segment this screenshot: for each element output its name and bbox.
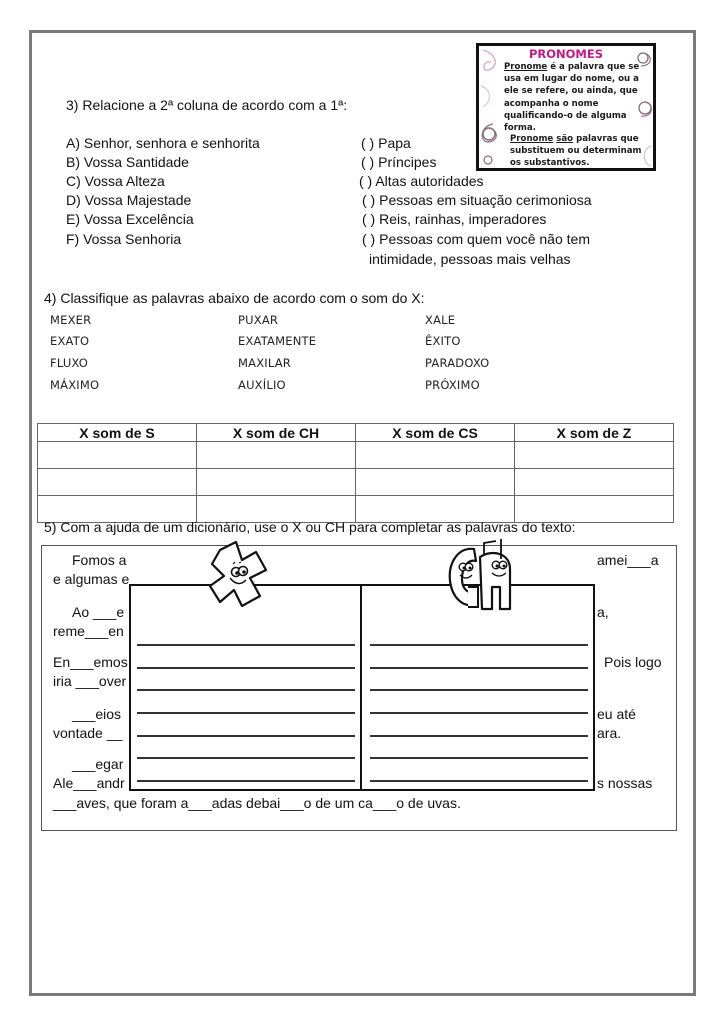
q5-text-fragment: eu até xyxy=(597,706,636,722)
header-x-som-de-cs: X som de CS xyxy=(356,424,515,442)
q5-text-fragment: e algumas e xyxy=(53,571,130,587)
q5-text-fragment: iria ___over xyxy=(53,673,127,689)
q5-text-fragment: vontade __ xyxy=(53,725,123,741)
q3-prompt: 3) Relacione a 2ª coluna de acordo com a 1ª: xyxy=(66,97,348,113)
ch-answer-line[interactable] xyxy=(370,689,588,691)
x-answer-line[interactable] xyxy=(137,667,355,669)
q3-left-item-b: B) Vossa Santidade xyxy=(66,154,189,170)
q4-word: AUXÍLIO xyxy=(238,378,286,392)
ch-answer-line[interactable] xyxy=(370,712,588,714)
x-answer-line[interactable] xyxy=(137,757,355,759)
table-row xyxy=(38,469,674,496)
pronome-term: Pronome xyxy=(504,62,548,72)
q5-text-fragment: Ale___andr xyxy=(53,775,125,791)
x-answer-line[interactable] xyxy=(137,712,355,714)
q5-text-fragment: reme___en xyxy=(53,623,124,639)
pronome-term: Pronome xyxy=(510,134,554,144)
q4-word: PRÓXIMO xyxy=(425,378,480,392)
q5-text-fragment: a, xyxy=(597,604,609,620)
ch-answer-line[interactable] xyxy=(370,644,588,646)
q3-left-item-e: E) Vossa Excelência xyxy=(66,211,194,227)
q5-text-fragment: ___egar xyxy=(72,756,124,772)
q5-text-fragment: ___eios xyxy=(72,706,122,722)
table-cell[interactable] xyxy=(197,442,356,469)
q3-right-item-1[interactable]: ( ) Papa xyxy=(361,135,411,151)
x-ch-answer-box xyxy=(129,584,595,791)
q3-left-item-a: A) Senhor, senhora e senhorita xyxy=(66,135,260,151)
table-header-row xyxy=(38,424,674,442)
x-answer-line[interactable] xyxy=(137,735,355,737)
table-cell[interactable] xyxy=(356,469,515,496)
table-cell[interactable] xyxy=(38,442,197,469)
q4-word: EXATO xyxy=(50,334,90,348)
ch-answer-line[interactable] xyxy=(370,735,588,737)
q3-right-item-6-continuation: intimidade, pessoas mais velhas xyxy=(369,251,571,267)
q4-word: PARADOXO xyxy=(425,356,490,370)
x-answer-line[interactable] xyxy=(137,689,355,691)
table-cell[interactable] xyxy=(38,469,197,496)
ch-answer-line[interactable] xyxy=(370,780,588,782)
table-cell[interactable] xyxy=(515,469,674,496)
q4-prompt: 4) Classifique as palavras abaixo de acordo com o som do X: xyxy=(44,290,425,306)
ch-answer-line[interactable] xyxy=(370,757,588,759)
ch-answer-line[interactable] xyxy=(370,667,588,669)
column-divider xyxy=(360,586,362,789)
q4-word: ÊXITO xyxy=(425,334,461,348)
table-cell[interactable] xyxy=(197,469,356,496)
header-x-som-de-z: X som de Z xyxy=(515,424,674,442)
q5-text-fragment: Pois logo xyxy=(604,654,662,670)
q5-text-fragment: amei___a xyxy=(597,552,659,568)
swirl-decoration-icon xyxy=(479,46,507,168)
q4-word: EXATAMENTE xyxy=(238,334,317,348)
q3-right-item-4[interactable]: ( ) Pessoas em situação cerimoniosa xyxy=(362,192,592,208)
sao-term: são xyxy=(556,134,574,144)
pronome-definition-1 xyxy=(504,61,652,134)
ch-letters-mascot-icon xyxy=(444,537,516,615)
pronome-definition-2 xyxy=(510,133,652,170)
q4-word: PUXAR xyxy=(238,313,279,327)
x-answer-line[interactable] xyxy=(137,780,355,782)
table-row xyxy=(38,442,674,469)
header-x-som-de-ch: X som de CH xyxy=(197,424,356,442)
q3-left-item-c: C) Vossa Alteza xyxy=(66,173,165,189)
q5-text-fragment: Ao ___e xyxy=(72,604,125,620)
x-letter-mascot-icon xyxy=(206,540,272,620)
pronomes-title: PRONOMES xyxy=(528,47,604,61)
definition-text: é a palavra que se usa em lugar do nome, ou a ele se refere, ou ainda, que acompanha o nome qualificando-o de alguma forma. xyxy=(504,62,640,134)
x-sound-classification-table xyxy=(37,423,674,523)
table-cell[interactable] xyxy=(515,442,674,469)
definition-text: palavras que substituem ou determinam os substantivos. xyxy=(510,134,642,169)
table-cell[interactable] xyxy=(356,442,515,469)
q3-left-item-f: F) Vossa Senhoria xyxy=(66,231,182,247)
q4-word: MEXER xyxy=(50,313,92,327)
q4-word: FLUXO xyxy=(50,356,89,370)
x-answer-line[interactable] xyxy=(137,644,355,646)
q5-text-fragment: Fomos a xyxy=(72,552,127,568)
q3-right-item-5[interactable]: ( ) Reis, rainhas, imperadores xyxy=(362,211,547,227)
header-x-som-de-s: X som de S xyxy=(38,424,197,442)
q3-left-item-d: D) Vossa Majestade xyxy=(66,192,192,208)
q4-word: MÁXIMO xyxy=(50,378,100,392)
q5-prompt: 5) Com a ajuda de um dicionário, use o X ou CH para completar as palavras do texto: xyxy=(44,519,576,535)
pronomes-info-box xyxy=(476,43,656,171)
q3-right-item-2[interactable]: ( ) Príncipes xyxy=(361,154,437,170)
q3-right-item-3[interactable]: ( ) Altas autoridades xyxy=(359,173,484,189)
q3-right-item-6[interactable]: ( ) Pessoas com quem você não tem xyxy=(362,231,590,247)
q5-text-fragment: En___emos xyxy=(53,654,128,670)
q5-text-fragment: ara. xyxy=(597,725,622,741)
q5-text-last-line: ___aves, que foram a___adas debai___o de um ca___o de uvas. xyxy=(53,795,461,811)
q5-text-fragment: s nossas xyxy=(597,775,653,791)
q4-word: XALE xyxy=(425,313,456,327)
q4-word: MAXILAR xyxy=(238,356,291,370)
